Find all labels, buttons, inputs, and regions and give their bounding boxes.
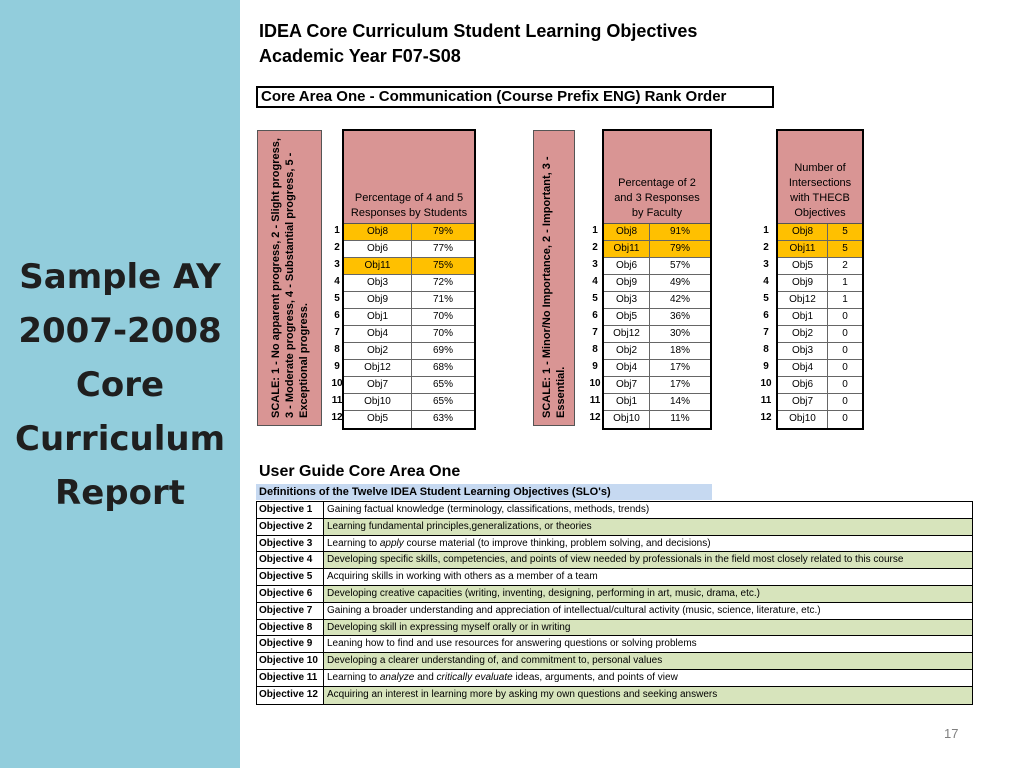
rank-number: 5 [763, 293, 769, 304]
table-row [344, 224, 474, 241]
objective-description: Gaining factual knowledge (terminology, classifications, methods, trends) [327, 504, 650, 515]
value-cell: 5 [842, 226, 848, 237]
rank-number: 4 [763, 276, 769, 287]
document-title [259, 19, 697, 69]
objective-label: Objective 11 [257, 670, 324, 686]
table-row [604, 411, 710, 428]
table-row [604, 309, 710, 326]
value-cell: 71% [432, 294, 453, 305]
value-cell: 30% [669, 328, 690, 339]
value-cell: 5 [842, 243, 848, 254]
table-row [344, 241, 474, 258]
definition-row [257, 569, 972, 586]
definition-row [257, 519, 972, 536]
faculty-table-header: Percentage of 2 and 3 Responses by Faculty [604, 131, 710, 224]
objective-cell: Obj6 [778, 377, 828, 393]
student-scale-box [257, 130, 322, 426]
objective-cell: Obj7 [344, 377, 412, 393]
rank-number: 6 [334, 310, 340, 321]
rank-number: 1 [763, 225, 769, 236]
objective-cell: Obj9 [344, 292, 412, 308]
user-guide-title: User Guide Core Area One [259, 463, 461, 480]
table-row [604, 343, 710, 360]
rank-number: 9 [763, 361, 769, 372]
value-cell: 14% [669, 396, 690, 407]
objective-cell: Obj8 [604, 224, 650, 240]
value-cell: 17% [669, 379, 690, 390]
definition-row [257, 670, 972, 687]
rank-number: 3 [763, 259, 769, 270]
table-row [604, 326, 710, 343]
objective-label: Objective 5 [257, 569, 324, 585]
slide-title [0, 250, 240, 520]
rank-number: 4 [592, 276, 598, 287]
rank-number: 5 [592, 293, 598, 304]
value-cell: 11% [670, 413, 690, 424]
objective-cell: Obj12 [604, 326, 650, 342]
rank-number: 12 [331, 412, 343, 423]
rank-number: 2 [592, 242, 598, 253]
definitions-header: Definitions of the Twelve IDEA Student Learning Objectives (SLO's) [256, 484, 712, 500]
value-cell: 42% [669, 294, 690, 305]
rank-number: 1 [334, 225, 340, 236]
table-row [778, 275, 862, 292]
objective-cell: Obj9 [604, 275, 650, 291]
rank-number: 4 [334, 276, 340, 287]
table-row [344, 292, 474, 309]
slide-title-line: Curriculum [15, 419, 225, 459]
objective-description: Acquiring skills in working with others as a member of a team [327, 571, 598, 583]
table-row [604, 275, 710, 292]
definition-row [257, 586, 972, 603]
objective-cell: Obj4 [778, 360, 828, 376]
value-cell: 36% [669, 311, 690, 322]
objective-cell: Obj2 [344, 343, 412, 359]
core-area-label: Core Area One - Communication (Course Prefix ENG) Rank Order [256, 86, 774, 108]
table-row [344, 309, 474, 326]
value-cell: 18% [669, 345, 690, 356]
rank-column-faculty [587, 222, 603, 426]
rank-number: 8 [334, 344, 340, 355]
value-cell: 0 [842, 328, 848, 339]
objective-cell: Obj10 [344, 394, 412, 410]
value-cell: 70% [432, 328, 453, 339]
objective-cell: Obj3 [604, 292, 650, 308]
objective-description: Leaning how to find and use resources for answering questions or solving problems [327, 638, 697, 650]
objective-cell: Obj7 [604, 377, 650, 393]
rank-number: 7 [592, 327, 598, 338]
table-row [604, 258, 710, 275]
objective-cell: Obj6 [344, 241, 412, 257]
table-row [344, 377, 474, 394]
objective-cell: Obj1 [344, 309, 412, 325]
table-row [604, 394, 710, 411]
objective-cell: Obj9 [778, 275, 828, 291]
objective-cell: Obj3 [344, 275, 412, 291]
value-cell: 0 [842, 345, 848, 356]
value-cell: 1 [842, 277, 848, 288]
table-row [778, 326, 862, 343]
value-cell: 77% [432, 243, 453, 254]
objective-cell: Obj10 [778, 411, 828, 428]
slide-title-line: Core [75, 365, 165, 405]
value-cell: 68% [432, 362, 453, 373]
objective-cell: Obj11 [604, 241, 650, 257]
definition-row [257, 536, 972, 553]
objective-cell: Obj8 [344, 224, 412, 240]
table-row [604, 292, 710, 309]
faculty-table [602, 129, 712, 430]
rank-column-thecb [758, 222, 774, 426]
value-cell: 2 [842, 260, 848, 271]
page-number: 17 [944, 726, 959, 741]
value-cell: 1 [842, 294, 848, 305]
value-cell: 57% [669, 260, 690, 271]
objective-label: Objective 1 [257, 502, 324, 518]
rank-number: 9 [592, 361, 598, 372]
table-row [778, 258, 862, 275]
objective-description: Gaining a broader understanding and appreciation of intellectual/cultural activity (music, science, literature, etc.) [327, 604, 821, 616]
value-cell: 65% [432, 396, 453, 407]
rank-number: 12 [760, 412, 772, 423]
rank-number: 1 [592, 225, 598, 236]
objective-cell: Obj12 [344, 360, 412, 376]
value-cell: 79% [669, 243, 690, 254]
objective-cell: Obj3 [778, 343, 828, 359]
document-title-line2: Academic Year F07-S08 [259, 46, 461, 66]
table-row [778, 377, 862, 394]
rank-number: 10 [589, 378, 601, 389]
slide-title-line: Report [55, 473, 185, 513]
thecb-table-header: Number of Intersections with THECB Objectives [778, 131, 862, 224]
value-cell: 75% [432, 260, 453, 271]
objective-description: Developing a clearer understanding of, and commitment to, personal values [324, 653, 972, 669]
sidebar [0, 0, 240, 768]
table-row [604, 224, 710, 241]
rank-number: 2 [334, 242, 340, 253]
definition-row [257, 552, 972, 569]
rank-number: 5 [334, 293, 340, 304]
table-row [604, 241, 710, 258]
rank-number: 7 [763, 327, 769, 338]
table-row [778, 343, 862, 360]
table-row [778, 224, 862, 241]
objective-label: Objective 10 [257, 653, 324, 669]
students-table [342, 129, 476, 430]
table-row [778, 241, 862, 258]
rank-number: 10 [760, 378, 772, 389]
value-cell: 69% [432, 345, 453, 356]
rank-number: 11 [589, 395, 601, 406]
rank-number: 10 [331, 378, 343, 389]
value-cell: 70% [432, 311, 453, 322]
objective-label: Objective 3 [257, 536, 324, 552]
objective-label: Objective 8 [257, 620, 324, 636]
thecb-table-body [778, 224, 862, 428]
value-cell: 0 [842, 311, 848, 322]
table-row [344, 258, 474, 275]
document-title-line1: IDEA Core Curriculum Student Learning Objectives [259, 21, 698, 41]
objective-cell: Obj7 [778, 394, 828, 410]
table-row [604, 377, 710, 394]
objective-cell: Obj12 [778, 292, 828, 308]
value-cell: 63% [432, 413, 453, 424]
slide-title-line: Sample AY [19, 257, 221, 297]
objective-description: Learning to analyze and critically evaluate ideas, arguments, and points of view [327, 671, 678, 683]
objective-description: Developing skill in expressing myself orally or in writing [324, 620, 972, 636]
objective-label: Objective 12 [257, 687, 324, 704]
objective-label: Objective 2 [257, 519, 324, 535]
objective-cell: Obj1 [778, 309, 828, 325]
objective-cell: Obj2 [604, 343, 650, 359]
value-cell: 0 [842, 396, 848, 407]
definition-row [257, 687, 972, 704]
objective-cell: Obj1 [604, 394, 650, 410]
objective-cell: Obj11 [778, 241, 828, 257]
rank-number: 3 [592, 259, 598, 270]
rank-number: 7 [334, 327, 340, 338]
rank-number: 11 [331, 395, 343, 406]
objective-cell: Obj5 [778, 258, 828, 274]
definition-row [257, 620, 972, 637]
rank-number: 2 [763, 242, 769, 253]
objective-description: Learning fundamental principles,generalizations, or theories [324, 519, 972, 535]
table-row [344, 411, 474, 428]
students-table-body [344, 224, 474, 428]
objective-cell: Obj4 [344, 326, 412, 342]
table-row [778, 309, 862, 326]
rank-number: 11 [760, 395, 772, 406]
rank-number: 6 [763, 310, 769, 321]
objective-description: Learning to apply course material (to improve thinking, problem solving, and decisions) [327, 537, 711, 549]
objective-description: Acquiring an interest in learning more by asking my own questions and seeking answers [324, 687, 972, 704]
rank-number: 8 [592, 344, 598, 355]
objective-label: Objective 7 [257, 603, 324, 619]
objective-label: Objective 9 [257, 636, 324, 652]
faculty-scale-text: SCALE: 1 - Minor/No Importance, 2 - Important, 3 - Essential. [541, 156, 567, 418]
faculty-table-body [604, 224, 710, 428]
definitions-table [256, 501, 973, 705]
table-row [778, 292, 862, 309]
objective-cell: Obj5 [344, 411, 412, 428]
faculty-scale-box [533, 130, 575, 426]
value-cell: 91% [669, 226, 690, 237]
objective-label: Objective 6 [257, 586, 324, 602]
objective-cell: Obj2 [778, 326, 828, 342]
thecb-table [776, 129, 864, 430]
objective-cell: Obj10 [604, 411, 650, 428]
definition-row [257, 636, 972, 653]
table-row [344, 275, 474, 292]
value-cell: 0 [842, 362, 848, 373]
slide-title-line: 2007-2008 [18, 311, 222, 351]
value-cell: 72% [432, 277, 453, 288]
objective-label: Objective 4 [257, 552, 324, 568]
objective-cell: Obj6 [604, 258, 650, 274]
definition-row [257, 603, 972, 620]
definition-row [257, 502, 972, 519]
value-cell: 79% [432, 226, 453, 237]
objective-description: Developing creative capacities (writing, inventing, designing, performing in art, music, drama, etc.) [324, 586, 972, 602]
objective-cell: Obj8 [778, 224, 828, 240]
table-row [778, 360, 862, 377]
table-row [778, 394, 862, 411]
rank-number: 12 [589, 412, 601, 423]
table-row [604, 360, 710, 377]
table-row [344, 394, 474, 411]
rank-number: 8 [763, 344, 769, 355]
objective-cell: Obj4 [604, 360, 650, 376]
objective-description: Developing specific skills, competencies, and points of view needed by professionals in the field most closely related to this course [324, 552, 972, 568]
definition-row [257, 653, 972, 670]
value-cell: 0 [842, 379, 848, 390]
table-row [344, 343, 474, 360]
student-scale-text: SCALE: 1 - No apparent progress, 2 - Slight progress, 3 - Moderate progress, 4 - Substantial progress, 5 - Exceptional progress. [269, 138, 310, 418]
table-row [778, 411, 862, 428]
table-row [344, 326, 474, 343]
rank-number: 6 [592, 310, 598, 321]
objective-cell: Obj5 [604, 309, 650, 325]
value-cell: 0 [842, 413, 848, 424]
objective-cell: Obj11 [344, 258, 412, 274]
rank-number: 9 [334, 361, 340, 372]
value-cell: 65% [432, 379, 453, 390]
value-cell: 49% [669, 277, 690, 288]
rank-number: 3 [334, 259, 340, 270]
students-table-header: Percentage of 4 and 5 Responses by Students [344, 131, 474, 224]
value-cell: 17% [669, 362, 690, 373]
table-row [344, 360, 474, 377]
